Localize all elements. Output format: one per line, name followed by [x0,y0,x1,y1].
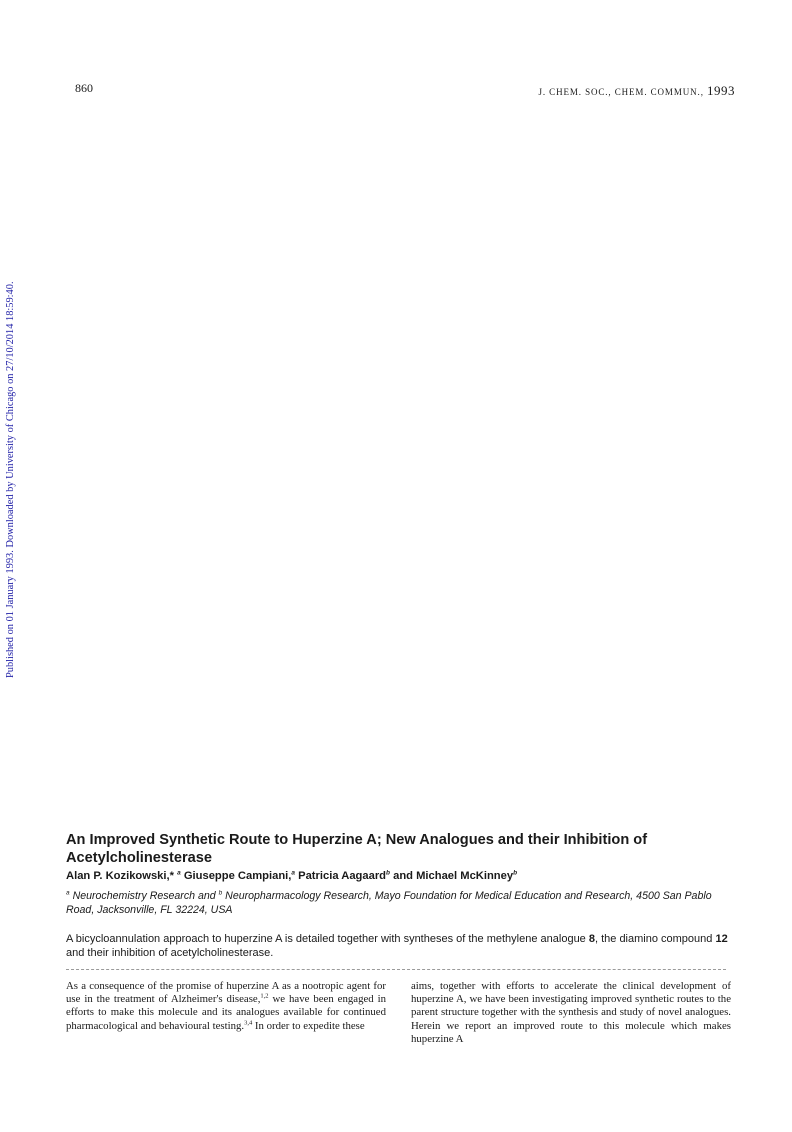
author-name: Patricia Aagaard [295,870,387,882]
section-divider [66,969,726,970]
abstract-text: and their inhibition of acetylcholinesterase. [66,947,274,959]
running-head [538,83,735,99]
compound-number: 8 [588,933,595,945]
affiliation-text: Neurochemistry Research and [69,890,219,902]
download-notice: Published on 01 January 1993. Downloaded by University of Chicago on 27/10/2014 18:59:40. [5,281,16,678]
author-list [66,870,517,882]
abstract-text: A bicycloannulation approach to huperzine A is detailed together with syntheses of the methylene analogue [66,933,589,945]
affiliation-text: Neuropharmacology Research, Mayo Foundation for Medical Education and Research, 4500 San Pablo Road, Jacksonville, FL 32224, USA [66,890,712,916]
body-column-left [66,980,386,1033]
body-text: we have been engaged in efforts to make this molecule and its analogues available for continued pharmacological and behavioural testing. [66,993,386,1032]
affiliation-marker: b [218,889,223,897]
author-name: Alan P. Kozikowski,* [66,870,178,882]
affiliation-marker: a [291,869,296,877]
body-text: As a consequence of the promise of huperzine A as a nootropic agent for use in the treatment of Alzheimer's disease, [66,980,386,1006]
affiliation-marker: a [177,869,181,877]
reference-marker: 1,2 [260,992,269,1000]
affiliations [66,890,716,917]
author-name: Giuseppe Campiani, [180,870,292,882]
compound-number: 12 [715,933,728,945]
page-number: 860 [75,81,93,95]
body-column-right: aims, together with efforts to accelerate the clinical development of huperzine A, we have been investigating improved synthetic routes to the parent structure together with the synthesis and study of novel analogues. Herein we report an improved route to this molecule which makes huperzine A [411,980,731,1045]
affiliation-marker: a [66,889,70,897]
reference-marker: 3,4 [244,1019,253,1027]
body-text: In order to expedite these [252,1019,365,1032]
affiliation-marker: b [513,869,518,877]
abstract [66,932,731,960]
article-title: An Improved Synthetic Route to Huperzine A; New Analogues and their Inhibition of Acetylcholinesterase [66,832,648,866]
journal-year: 1993 [707,83,735,98]
affiliation-marker: b [386,869,390,877]
author-name: and Michael McKinney [390,870,514,882]
journal-name: J. CHEM. SOC., CHEM. COMMUN., [538,87,707,97]
abstract-text: , the diamino compound [594,933,716,945]
